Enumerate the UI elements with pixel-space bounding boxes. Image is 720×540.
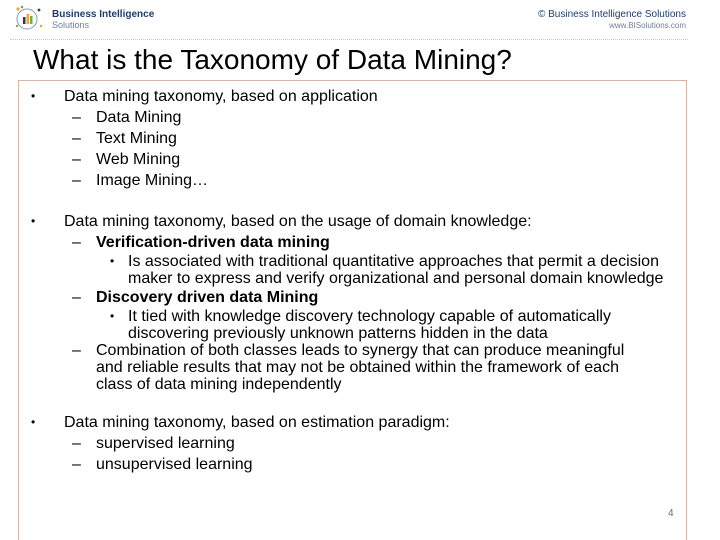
sub-item: [28, 454, 688, 475]
logo-text: [52, 9, 154, 31]
bullet-text: Data mining taxonomy, based on the usage of domain knowledge:: [64, 213, 532, 230]
bullet-application-taxonomy: [28, 86, 688, 107]
bis-logo-icon: [14, 4, 46, 32]
dash-icon: –: [72, 172, 81, 189]
logo-title: Business Intelligence: [52, 9, 155, 20]
detail-item: [28, 308, 688, 342]
detail-text: Is associated with traditional quantitative approaches that permit a decision maker to express and verify organizational and personal domain knowledge: [128, 253, 664, 287]
website-text: www.BISolutions.com: [609, 21, 686, 30]
sub-item-text: Discovery driven data Mining: [96, 289, 319, 306]
sub-item: [28, 149, 688, 170]
sub-item-text: Data Mining: [96, 109, 182, 126]
sub-item-text: Image Mining…: [96, 172, 209, 189]
header-divider: [10, 39, 688, 40]
bullet-dot-icon: •: [31, 89, 36, 103]
copyright-text: © Business Intelligence Solutions: [537, 9, 686, 20]
dash-icon: –: [72, 130, 81, 147]
slide-content: [28, 86, 688, 475]
dash-icon: –: [72, 289, 81, 306]
dash-icon: –: [72, 234, 81, 251]
sub-item-text: Verification-driven data mining: [96, 234, 330, 251]
dash-icon: –: [72, 456, 81, 473]
sub-item: [28, 128, 688, 149]
sub-item: [28, 287, 688, 308]
sub-item-text: unsupervised learning: [96, 456, 253, 473]
bullet-text: Data mining taxonomy, based on estimation paradigm:: [64, 414, 450, 431]
bullet-text: Data mining taxonomy, based on application: [64, 88, 378, 105]
sub-item: [28, 342, 688, 393]
dash-icon: –: [72, 109, 81, 126]
copyright-notice: [538, 9, 686, 31]
sub-item: [28, 433, 688, 454]
sub-item: [28, 107, 688, 128]
slide-header: [0, 0, 720, 40]
dash-icon: –: [72, 342, 81, 359]
detail-item: [28, 253, 688, 287]
sub-item: [28, 232, 688, 253]
bullet-dot-icon: •: [31, 214, 36, 228]
bullet-dot-icon: •: [31, 415, 36, 429]
sub-item-text: Text Mining: [96, 130, 177, 147]
sub-item-text: Web Mining: [96, 151, 181, 168]
detail-text: It tied with knowledge discovery technology capable of automatically discovering previously unknown patterns hidden in the data: [128, 308, 611, 342]
bullet-dot-icon: •: [110, 309, 115, 323]
dash-icon: –: [72, 435, 81, 452]
page-number: 4: [668, 508, 674, 519]
bullet-dot-icon: •: [110, 254, 115, 268]
logo-subtitle: Solutions: [52, 20, 90, 30]
bullet-estimation-taxonomy: [28, 412, 688, 433]
sub-item: [28, 170, 688, 191]
dash-icon: –: [72, 151, 81, 168]
slide-title: What is the Taxonomy of Data Mining?: [33, 44, 512, 75]
bullet-domain-knowledge-taxonomy: [28, 211, 688, 232]
sub-item-text: supervised learning: [96, 435, 235, 452]
sub-item-text: Combination of both classes leads to synergy that can produce meaningful and reliable results that may not be obtained within the framework of each class of data mining independently: [96, 342, 625, 393]
